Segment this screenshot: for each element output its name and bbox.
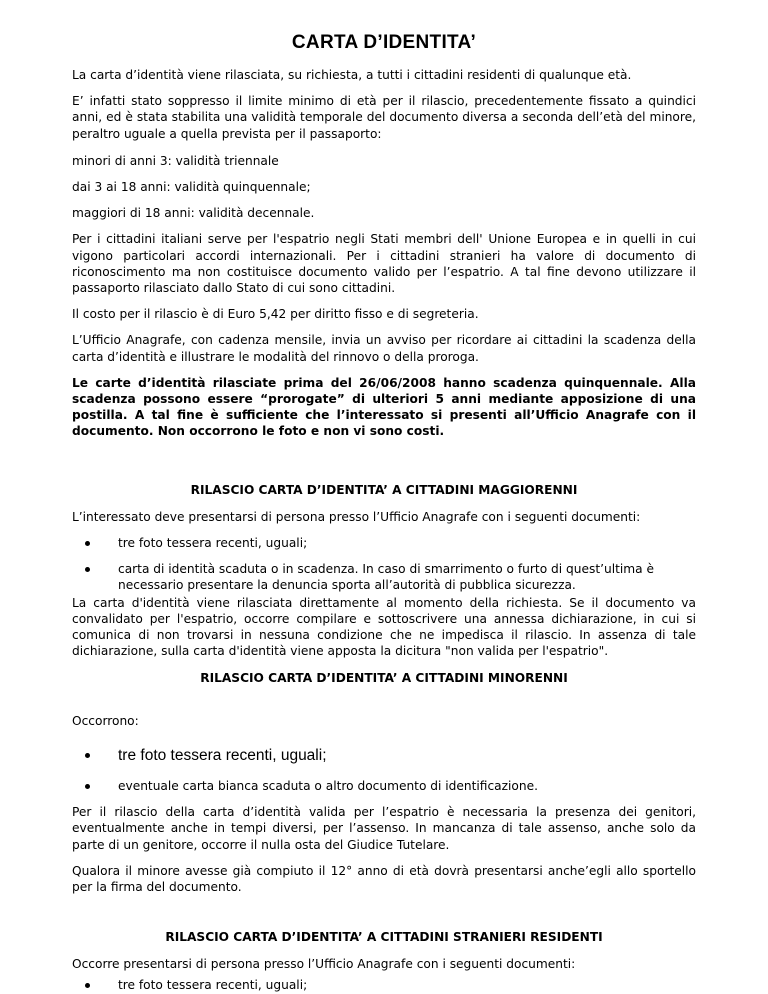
paragraph: Per i cittadini italiani serve per l'espatrio negli Stati membri dell' Unione Europea e in quelli in cui vigono particolari accordi internazionali. Per i cittadini stranieri ha valore di documento di riconoscimento ma non costituisce documento valido per l’espatrio. A tal fine devono utilizzare il passaporto rilasciato dallo Stato di cui sono cittadini. [72, 232, 696, 296]
adults-document-list [72, 535, 696, 594]
list-item-text: eventuale carta bianca scaduta o altro documento di identificazione. [118, 778, 538, 793]
bullet-icon [85, 541, 90, 546]
bullet-icon [85, 983, 90, 988]
list-item [72, 746, 696, 765]
section-heading-foreigners: RILASCIO CARTA D’IDENTITA’ A CITTADINI STRANIERI RESIDENTI [165, 930, 603, 945]
bullet-icon [85, 753, 90, 758]
list-item [72, 535, 696, 551]
document-page [72, 0, 696, 993]
paragraph: E’ infatti stato soppresso il limite minimo di età per il rilascio, precedentemente fissato a quindici anni, ed è stata stabilita una validità temporale del documento diversa a seconda dell’età del minore, peraltro uguale a quella prevista per il passaporto: [72, 94, 696, 141]
bullet-icon [85, 784, 90, 789]
list-item [72, 977, 696, 993]
paragraph: Il costo per il rilascio è di Euro 5,42 per diritto fisso e di segreteria. [72, 307, 479, 322]
bold-notice: Le carte d’identità rilasciate prima del 26/06/2008 hanno scadenza quinquennale. Alla scadenza possono essere “prorogate” di ulteriori 5 anni mediante apposizione di una postilla. A tal fine è sufficiente che l’interessato si presenti all’Ufficio Anagrafe con il documento. Non occorrono le foto e non vi sono costi. [72, 375, 696, 439]
paragraph: La carta d'identità viene rilasciata direttamente al momento della richiesta. Se il documento va convalidato per l'espatrio, occorre compilare e sottoscrivere una annessa dichiarazione, in cui si comunica di non trovarsi in nessuna condizione che ne impedisca il rilascio. In assenza di tale dichiarazione, sulla carta d'identità viene apposta la dicitura "non valida per l'espatrio". [72, 595, 696, 659]
list-item-text: carta di identità scaduta o in scadenza. In caso di smarrimento o furto di quest’ultima è necessario presentare la denuncia sporta all’autorità di pubblica sicurezza. [118, 562, 654, 593]
paragraph: L’interessato deve presentarsi di persona presso l’Ufficio Anagrafe con i seguenti documenti: [72, 509, 641, 524]
paragraph: Per il rilascio della carta d’identità valida per l’espatrio è necessaria la presenza dei genitori, eventualmente anche in tempi diversi, per l’assenso. In mancanza di tale assenso, anche solo da parte di un genitore, occorre il nulla osta del Giudice Tutelare. [72, 805, 696, 852]
bullet-icon [85, 567, 90, 572]
list-item [72, 561, 696, 593]
paragraph: L’Ufficio Anagrafe, con cadenza mensile, invia un avviso per ricordare ai cittadini la scadenza della carta d’identità e illustrare le modalità del rinnovo o della proroga. [72, 333, 696, 364]
paragraph: La carta d’identità viene rilasciata, su richiesta, a tutti i cittadini residenti di qualunque età. [72, 68, 632, 82]
list-item-text: tre foto tessera recenti, uguali; [118, 977, 308, 992]
paragraph: Occorre presentarsi di persona presso l’Ufficio Anagrafe con i seguenti documenti: [72, 957, 576, 972]
minors-document-list [72, 746, 696, 794]
list-item-text: tre foto tessera recenti, uguali; [118, 536, 308, 551]
section-heading-minors: RILASCIO CARTA D’IDENTITA’ A CITTADINI MINORENNI [200, 671, 568, 686]
foreigners-document-list [72, 977, 696, 993]
paragraph: minori di anni 3: validità triennale [72, 153, 279, 168]
list-item-text: tre foto tessera recenti, uguali; [118, 746, 327, 764]
paragraph: dai 3 ai 18 anni: validità quinquennale; [72, 180, 311, 195]
list-item [72, 778, 696, 794]
paragraph: Occorrono: [72, 713, 139, 728]
section-heading-adults: RILASCIO CARTA D’IDENTITA’ A CITTADINI MAGGIORENNI [190, 482, 578, 497]
paragraph: maggiori di 18 anni: validità decennale. [72, 206, 315, 221]
paragraph: Qualora il minore avesse già compiuto il 12° anno di età dovrà presentarsi anche’egli allo sportello per la firma del documento. [72, 863, 696, 894]
page-title: CARTA D’IDENTITA’ [291, 32, 477, 53]
